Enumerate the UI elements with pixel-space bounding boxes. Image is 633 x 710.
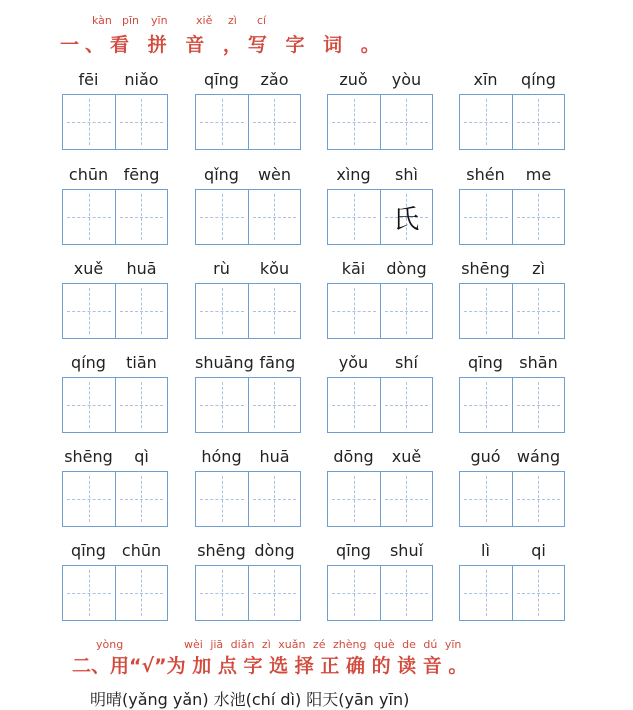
pinyin-2: fēng <box>123 165 160 184</box>
pinyin-2: shān <box>519 353 558 372</box>
written-char-1 <box>328 566 380 620</box>
pinyin-1: chūn <box>68 165 109 184</box>
writing-square-2[interactable] <box>115 472 168 526</box>
word-cell <box>327 353 433 433</box>
pinyin-1: qīng <box>204 70 239 89</box>
pinyin-row <box>195 541 301 563</box>
word-cell <box>62 165 168 245</box>
pinyin-1: shēng <box>197 541 246 560</box>
written-char-1 <box>328 472 380 526</box>
written-char-1 <box>63 284 115 338</box>
tianzige-box <box>459 283 565 339</box>
pinyin-row <box>459 353 565 375</box>
tianzige-box <box>62 471 168 527</box>
written-char-2 <box>116 472 168 526</box>
tianzige-box <box>62 283 168 339</box>
tianzige-box <box>327 377 433 433</box>
writing-square-2[interactable] <box>248 472 301 526</box>
tianzige-box <box>62 377 168 433</box>
writing-square-2[interactable] <box>512 190 565 244</box>
written-char-1 <box>63 566 115 620</box>
pinyin-2: fāng <box>259 353 296 372</box>
pinyin-row <box>459 165 565 187</box>
pinyin-2: qì <box>134 447 149 466</box>
writing-square-2[interactable] <box>380 190 433 244</box>
pinyin-2: tiān <box>126 353 157 372</box>
pinyin-row <box>195 70 301 92</box>
writing-square-2[interactable] <box>115 284 168 338</box>
pinyin-2: chūn <box>121 541 162 560</box>
writing-square-1[interactable] <box>328 95 380 149</box>
word-cell <box>195 165 301 245</box>
pinyin-2: shí <box>395 353 418 372</box>
written-char-2 <box>381 378 433 432</box>
written-char-2 <box>116 566 168 620</box>
word-cell <box>327 70 433 150</box>
written-char-1 <box>196 472 248 526</box>
pinyin-row <box>195 259 301 281</box>
writing-square-2[interactable] <box>380 284 433 338</box>
pinyin-row <box>459 259 565 281</box>
written-char-2 <box>513 95 565 149</box>
heading-ruby-ci: cí <box>257 14 267 27</box>
pinyin-1: hóng <box>201 447 242 466</box>
written-char-2 <box>249 95 301 149</box>
tianzige-box <box>459 377 565 433</box>
written-char-1 <box>196 190 248 244</box>
pinyin-row <box>62 259 168 281</box>
pinyin-row <box>327 541 433 563</box>
pinyin-1: xìng <box>336 165 371 184</box>
pinyin-2: yòu <box>391 70 422 89</box>
pinyin-2: dòng <box>254 541 295 560</box>
writing-square-2[interactable] <box>512 95 565 149</box>
word-cell <box>327 165 433 245</box>
heading-ruby-kan: kàn <box>92 14 112 27</box>
tianzige-box <box>327 471 433 527</box>
word-cell <box>195 541 301 621</box>
word-cell <box>195 353 301 433</box>
writing-square-2[interactable] <box>380 566 433 620</box>
writing-square-2[interactable] <box>115 566 168 620</box>
pinyin-row <box>62 353 168 375</box>
pinyin-row <box>62 165 168 187</box>
pinyin-1: qīng <box>468 353 503 372</box>
written-char-2 <box>249 472 301 526</box>
written-char-1 <box>63 472 115 526</box>
written-char-1 <box>460 190 512 244</box>
writing-square-2[interactable] <box>115 95 168 149</box>
pinyin-1: qīng <box>71 541 106 560</box>
writing-square-2[interactable] <box>512 566 565 620</box>
written-char-1 <box>63 378 115 432</box>
pinyin-2: shuǐ <box>389 541 424 560</box>
writing-square-1[interactable] <box>460 95 512 149</box>
writing-square-1[interactable] <box>196 95 248 149</box>
writing-square-1[interactable] <box>328 378 380 432</box>
written-char-2 <box>116 95 168 149</box>
pinyin-1: shén <box>466 165 505 184</box>
written-char-1 <box>328 284 380 338</box>
word-cell <box>62 70 168 150</box>
written-char-2 <box>381 284 433 338</box>
word-cell <box>62 447 168 527</box>
word-cell <box>459 353 565 433</box>
pinyin-2: wáng <box>516 447 561 466</box>
section2-heading: 二、用“√”为 加 点 字 选 择 正 确 的 读 音 。 <box>72 655 468 677</box>
word-cell <box>62 259 168 339</box>
pinyin-1: qīng <box>336 541 371 560</box>
writing-square-1[interactable] <box>460 284 512 338</box>
pinyin-2: dòng <box>386 259 427 278</box>
section2-example-line: 明晴(yǎng yǎn) 水池(chí dì) 阳天(yān yīn) <box>90 690 410 709</box>
written-char-2 <box>249 284 301 338</box>
tianzige-box <box>62 94 168 150</box>
pinyin-1: zuǒ <box>339 70 368 89</box>
writing-square-1[interactable] <box>196 190 248 244</box>
writing-square-1[interactable] <box>63 190 115 244</box>
word-cell <box>459 259 565 339</box>
pinyin-1: yǒu <box>338 353 369 372</box>
tianzige-box <box>327 283 433 339</box>
pinyin-1: dōng <box>333 447 374 466</box>
pinyin-2: kǒu <box>259 259 290 278</box>
pinyin-2: niǎo <box>124 70 159 89</box>
written-char-2 <box>513 472 565 526</box>
writing-square-2[interactable] <box>115 190 168 244</box>
writing-square-2[interactable] <box>248 95 301 149</box>
tianzige-box <box>195 189 301 245</box>
writing-square-1[interactable] <box>460 190 512 244</box>
writing-square-2[interactable] <box>248 190 301 244</box>
tianzige-box <box>195 283 301 339</box>
written-char-2 <box>513 284 565 338</box>
word-cell <box>459 447 565 527</box>
pinyin-row <box>327 70 433 92</box>
written-char-2 <box>249 378 301 432</box>
tianzige-box <box>327 189 433 245</box>
pinyin-2: wèn <box>257 165 292 184</box>
pinyin-1: kāi <box>341 259 366 278</box>
writing-square-1[interactable] <box>63 378 115 432</box>
written-char-1 <box>328 95 380 149</box>
pinyin-1: qǐng <box>204 165 239 184</box>
pinyin-2: me <box>525 165 552 184</box>
pinyin-row <box>62 70 168 92</box>
written-char-2 <box>249 566 301 620</box>
written-char-1 <box>460 95 512 149</box>
word-cell <box>195 447 301 527</box>
pinyin-row <box>62 447 168 469</box>
word-cell <box>327 447 433 527</box>
writing-square-1[interactable] <box>460 472 512 526</box>
writing-square-1[interactable] <box>328 472 380 526</box>
pinyin-row <box>62 541 168 563</box>
writing-square-2[interactable] <box>115 378 168 432</box>
pinyin-2: huā <box>259 447 290 466</box>
pinyin-1: lì <box>481 541 490 560</box>
pinyin-2: zǎo <box>260 70 289 89</box>
tianzige-box <box>459 565 565 621</box>
word-cell <box>459 541 565 621</box>
tianzige-box <box>459 189 565 245</box>
written-char-1 <box>63 95 115 149</box>
writing-square-2[interactable] <box>248 566 301 620</box>
pinyin-2: huā <box>126 259 157 278</box>
written-char-1 <box>460 472 512 526</box>
pinyin-1: xīn <box>473 70 498 89</box>
written-char-1 <box>196 95 248 149</box>
writing-square-2[interactable] <box>380 472 433 526</box>
tianzige-box <box>195 94 301 150</box>
written-char-1 <box>196 284 248 338</box>
written-char-2 <box>513 566 565 620</box>
writing-square-1[interactable] <box>460 566 512 620</box>
written-char-1 <box>196 566 248 620</box>
pinyin-2: shì <box>395 165 418 184</box>
writing-square-1[interactable] <box>63 566 115 620</box>
writing-square-1[interactable] <box>196 472 248 526</box>
word-cell <box>195 259 301 339</box>
written-char-1 <box>460 566 512 620</box>
heading-ruby-pin: pīn <box>122 14 140 27</box>
pinyin-1: shuāng <box>195 353 254 372</box>
section1-heading: 一、看 拼 音 ，写 字 词 。 <box>60 34 386 56</box>
writing-square-2[interactable] <box>248 284 301 338</box>
written-char-2 <box>381 472 433 526</box>
pinyin-row <box>327 447 433 469</box>
written-char-1 <box>328 190 380 244</box>
writing-square-1[interactable] <box>460 378 512 432</box>
pinyin-row <box>195 165 301 187</box>
writing-square-1[interactable] <box>328 190 380 244</box>
pinyin-1: guó <box>470 447 501 466</box>
writing-square-2[interactable] <box>380 378 433 432</box>
pinyin-2: qíng <box>521 70 556 89</box>
pinyin-2: qi <box>531 541 546 560</box>
tianzige-box <box>459 94 565 150</box>
writing-square-1[interactable] <box>63 95 115 149</box>
writing-square-2[interactable] <box>512 472 565 526</box>
word-cell <box>62 353 168 433</box>
pinyin-row <box>195 447 301 469</box>
word-cell <box>327 541 433 621</box>
written-char-2 <box>381 566 433 620</box>
writing-square-2[interactable] <box>512 378 565 432</box>
written-char-1 <box>460 378 512 432</box>
tianzige-box <box>195 471 301 527</box>
pinyin-row <box>459 541 565 563</box>
written-char-1 <box>196 378 248 432</box>
written-char-2 <box>381 95 433 149</box>
word-cell <box>459 165 565 245</box>
writing-square-1[interactable] <box>63 284 115 338</box>
tianzige-box <box>327 94 433 150</box>
written-char-2: 氏 <box>393 204 420 235</box>
writing-square-2[interactable] <box>512 284 565 338</box>
heading-ruby-xie: xiě <box>196 14 213 27</box>
pinyin-row <box>327 259 433 281</box>
pinyin-1: qíng <box>71 353 106 372</box>
word-cell <box>195 70 301 150</box>
written-char-1 <box>63 190 115 244</box>
pinyin-row <box>327 165 433 187</box>
pinyin-2: zì <box>532 259 545 278</box>
written-char-2 <box>116 190 168 244</box>
written-char-2 <box>513 378 565 432</box>
written-char-1 <box>328 378 380 432</box>
heading-ruby-yin: yīn <box>151 14 168 27</box>
word-cell <box>62 541 168 621</box>
writing-square-1[interactable] <box>196 284 248 338</box>
pinyin-1: shēng <box>461 259 510 278</box>
writing-square-1[interactable] <box>196 566 248 620</box>
tianzige-box <box>327 565 433 621</box>
word-cell <box>459 70 565 150</box>
pinyin-row <box>459 70 565 92</box>
writing-square-1[interactable] <box>328 284 380 338</box>
tianzige-box <box>62 189 168 245</box>
pinyin-row <box>327 353 433 375</box>
pinyin-2: xuě <box>391 447 422 466</box>
pinyin-1: rù <box>213 259 230 278</box>
section2-ruby-rest: wèi jiā diǎn zì xuǎn zé zhèng què de dú yīn <box>184 638 462 651</box>
section2-ruby-yong: yòng <box>96 638 124 651</box>
pinyin-1: fēi <box>78 70 99 89</box>
writing-square-1[interactable] <box>328 566 380 620</box>
tianzige-box <box>195 565 301 621</box>
pinyin-row <box>195 353 301 375</box>
pinyin-1: shēng <box>64 447 113 466</box>
word-cell <box>327 259 433 339</box>
tianzige-box <box>195 377 301 433</box>
written-char-2 <box>513 190 565 244</box>
written-char-2 <box>116 284 168 338</box>
written-char-1 <box>460 284 512 338</box>
writing-square-1[interactable] <box>63 472 115 526</box>
pinyin-row <box>459 447 565 469</box>
writing-square-2[interactable] <box>248 378 301 432</box>
writing-square-1[interactable] <box>196 378 248 432</box>
pinyin-1: xuě <box>73 259 104 278</box>
writing-square-2[interactable] <box>380 95 433 149</box>
tianzige-box <box>459 471 565 527</box>
heading-ruby-zi: zì <box>228 14 237 27</box>
written-char-2 <box>249 190 301 244</box>
tianzige-box <box>62 565 168 621</box>
written-char-2 <box>116 378 168 432</box>
